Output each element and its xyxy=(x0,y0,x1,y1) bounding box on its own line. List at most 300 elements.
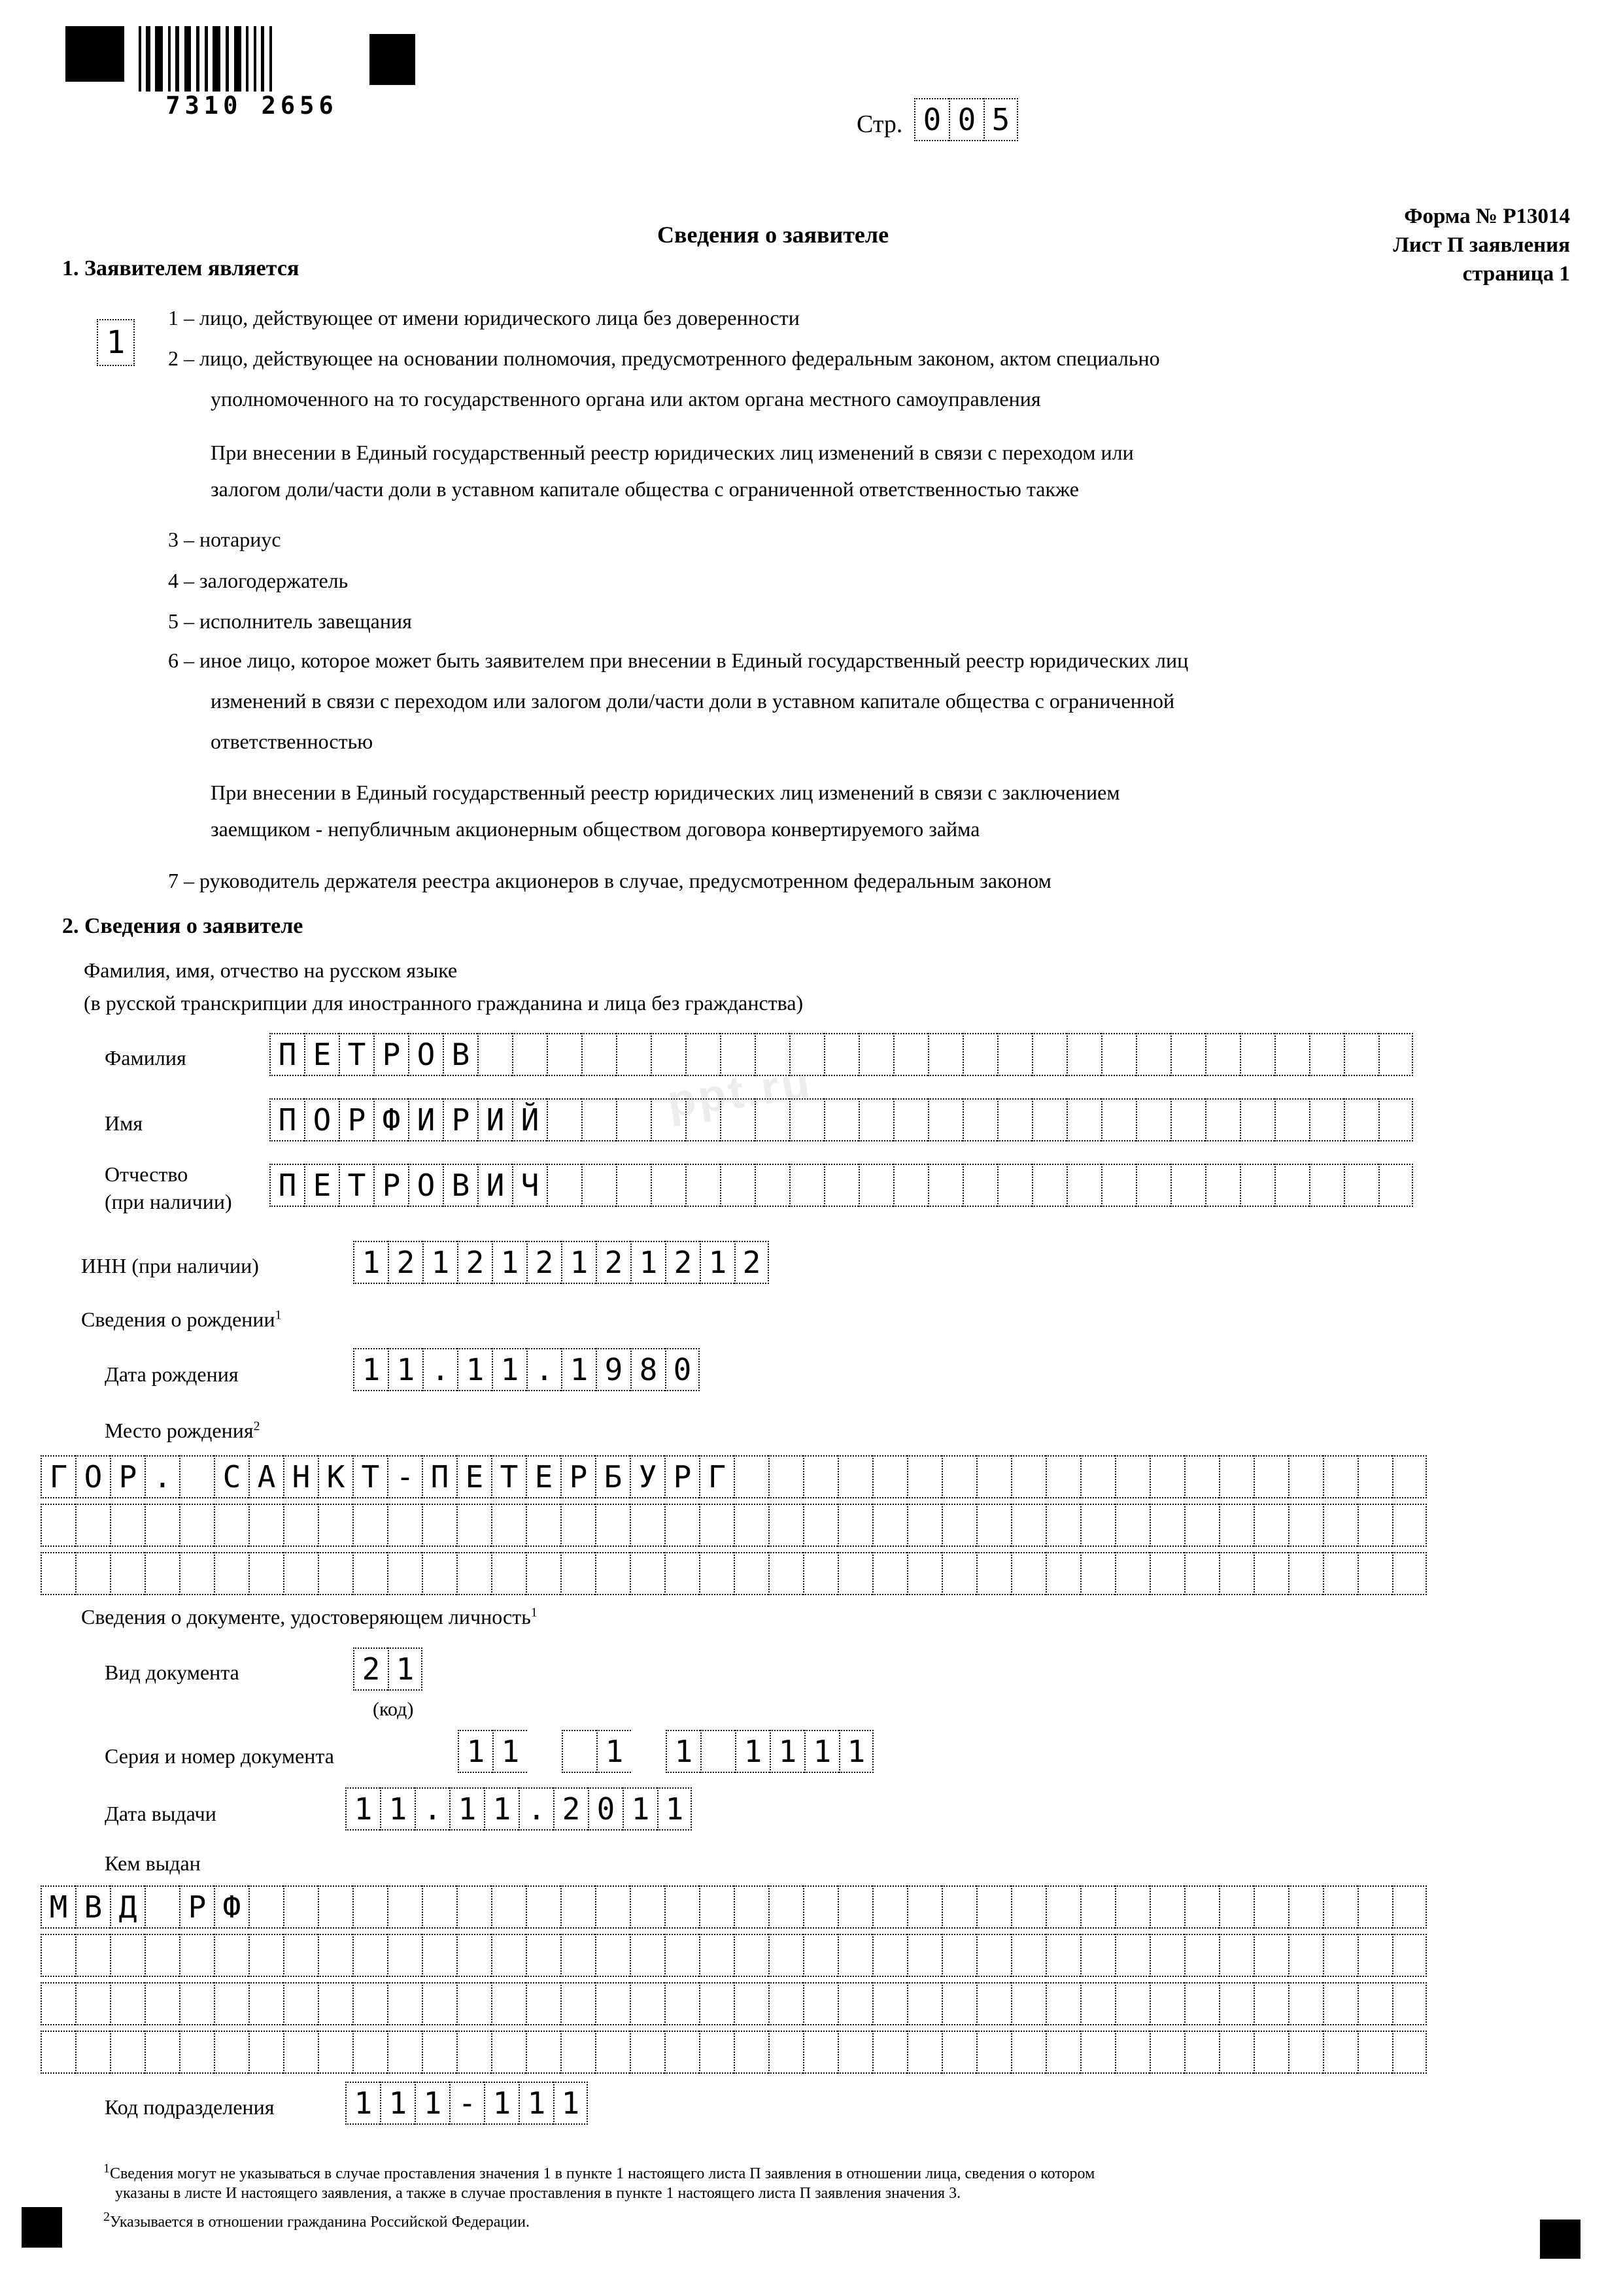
form-cell[interactable] xyxy=(1170,1098,1205,1141)
form-cell[interactable] xyxy=(248,1934,283,1977)
applicant-option-7[interactable]: 7 – руководитель держателя реестра акционеров в случае, предусмотренном федеральным законом xyxy=(168,869,1051,892)
form-cell[interactable] xyxy=(1254,1934,1288,1977)
form-cell[interactable] xyxy=(491,1552,526,1595)
form-cell[interactable] xyxy=(907,1934,942,1977)
form-cell[interactable] xyxy=(526,1934,560,1977)
form-cell[interactable] xyxy=(248,1504,283,1547)
form-cell[interactable]: 1 xyxy=(492,1348,526,1391)
form-cell[interactable] xyxy=(872,1552,907,1595)
form-cell[interactable] xyxy=(491,1934,526,1977)
form-cell[interactable] xyxy=(1254,1552,1288,1595)
form-cell[interactable] xyxy=(41,1982,75,2025)
form-cell[interactable] xyxy=(789,1164,824,1207)
form-cell[interactable] xyxy=(547,1164,581,1207)
form-cell[interactable] xyxy=(352,2031,387,2074)
form-cell[interactable] xyxy=(179,1934,214,1977)
form-cell[interactable] xyxy=(1184,1504,1219,1547)
form-cell[interactable] xyxy=(1046,1885,1080,1929)
form-cell[interactable]: 1 xyxy=(700,1241,734,1284)
form-cell[interactable] xyxy=(1274,1033,1309,1076)
form-cell[interactable] xyxy=(664,1982,699,2025)
form-cell[interactable] xyxy=(1150,1455,1184,1498)
form-cell[interactable]: 1 xyxy=(345,2082,380,2125)
form-cell[interactable] xyxy=(110,1982,145,2025)
form-cell[interactable] xyxy=(456,1982,491,2025)
form-cell[interactable] xyxy=(595,1982,630,2025)
form-cell[interactable] xyxy=(1170,1033,1205,1076)
form-cell[interactable] xyxy=(1240,1164,1274,1207)
form-cell[interactable]: А xyxy=(248,1455,283,1498)
form-cell[interactable] xyxy=(755,1033,789,1076)
form-cell[interactable] xyxy=(283,2031,318,2074)
form-cell[interactable]: П xyxy=(422,1455,456,1498)
form-cell[interactable]: 1 xyxy=(519,2082,553,2125)
form-cell[interactable] xyxy=(41,1552,75,1595)
form-cell[interactable] xyxy=(1274,1098,1309,1141)
form-cell[interactable]: Т xyxy=(339,1033,373,1076)
form-cell[interactable] xyxy=(1080,1504,1115,1547)
form-cell[interactable]: 1 xyxy=(457,1348,492,1391)
form-cell[interactable] xyxy=(526,2031,560,2074)
form-cell[interactable] xyxy=(1184,1552,1219,1595)
form-cell[interactable] xyxy=(1011,1982,1046,2025)
firstname-input[interactable] xyxy=(269,1098,1413,1141)
form-cell[interactable] xyxy=(1080,1934,1115,1977)
form-cell[interactable] xyxy=(976,1982,1011,2025)
applicant-option-6-line-1[interactable]: 6 – иное лицо, которое может быть заявителем при внесении в Единый государственный реестр юридических лиц xyxy=(168,649,1189,672)
form-cell[interactable] xyxy=(872,1982,907,2025)
form-cell[interactable] xyxy=(1067,1098,1101,1141)
form-cell[interactable] xyxy=(1115,1504,1150,1547)
form-cell[interactable] xyxy=(734,1885,768,1929)
form-cell[interactable] xyxy=(1150,1552,1184,1595)
form-cell[interactable] xyxy=(560,1934,595,1977)
form-cell[interactable] xyxy=(838,1552,872,1595)
page-number-cells[interactable] xyxy=(914,98,1018,141)
form-cell[interactable] xyxy=(456,1552,491,1595)
form-cell[interactable] xyxy=(976,1455,1011,1498)
form-cell[interactable] xyxy=(1254,1455,1288,1498)
form-cell[interactable] xyxy=(387,1504,422,1547)
form-cell[interactable]: Р xyxy=(664,1455,699,1498)
form-cell[interactable] xyxy=(214,1982,248,2025)
form-cell[interactable] xyxy=(768,1982,803,2025)
form-cell[interactable] xyxy=(283,1982,318,2025)
form-cell[interactable] xyxy=(1219,1552,1254,1595)
form-cell[interactable] xyxy=(838,1934,872,1977)
form-cell[interactable] xyxy=(547,1098,581,1141)
form-cell[interactable] xyxy=(824,1164,859,1207)
form-cell[interactable] xyxy=(1101,1033,1136,1076)
form-cell[interactable] xyxy=(1011,1934,1046,1977)
form-cell[interactable] xyxy=(560,1504,595,1547)
form-cell[interactable] xyxy=(1011,2031,1046,2074)
form-cell[interactable] xyxy=(318,1885,352,1929)
form-cell[interactable] xyxy=(803,1885,838,1929)
form-cell[interactable] xyxy=(477,1033,512,1076)
issued-by-input-line-4[interactable] xyxy=(41,2031,1427,2074)
form-cell[interactable] xyxy=(1046,2031,1080,2074)
form-cell[interactable] xyxy=(942,1934,976,1977)
form-cell[interactable] xyxy=(456,1885,491,1929)
form-cell[interactable] xyxy=(1115,1885,1150,1929)
form-cell[interactable] xyxy=(41,1504,75,1547)
form-cell[interactable] xyxy=(1274,1164,1309,1207)
form-cell[interactable] xyxy=(768,1455,803,1498)
form-cell[interactable] xyxy=(942,1885,976,1929)
form-cell[interactable] xyxy=(616,1164,651,1207)
form-cell[interactable]: 0 xyxy=(588,1787,623,1831)
form-cell[interactable] xyxy=(581,1033,616,1076)
form-cell[interactable] xyxy=(318,1504,352,1547)
form-cell[interactable] xyxy=(1254,1982,1288,2025)
form-cell[interactable] xyxy=(1358,2031,1392,2074)
form-cell[interactable] xyxy=(942,1504,976,1547)
form-cell[interactable] xyxy=(491,1982,526,2025)
form-cell[interactable] xyxy=(1392,1504,1427,1547)
form-cell[interactable]: 5 xyxy=(983,98,1018,141)
form-cell[interactable]: 1 xyxy=(561,1241,596,1284)
form-cell[interactable]: В xyxy=(443,1164,477,1207)
form-cell[interactable]: 1 xyxy=(458,1730,492,1773)
form-cell[interactable] xyxy=(1080,1455,1115,1498)
form-cell[interactable] xyxy=(1288,1982,1323,2025)
form-cell[interactable] xyxy=(907,2031,942,2074)
form-cell[interactable] xyxy=(1136,1164,1170,1207)
form-cell[interactable]: Р xyxy=(373,1164,408,1207)
form-cell[interactable] xyxy=(768,1934,803,1977)
form-cell[interactable] xyxy=(1205,1033,1240,1076)
form-cell[interactable] xyxy=(997,1033,1032,1076)
form-cell[interactable] xyxy=(1392,2031,1427,2074)
form-cell[interactable] xyxy=(1115,1934,1150,1977)
form-cell[interactable] xyxy=(768,1885,803,1929)
form-cell[interactable] xyxy=(1344,1098,1378,1141)
doc-series-number-input[interactable] xyxy=(458,1730,874,1773)
form-cell[interactable] xyxy=(1115,1982,1150,2025)
doc-type-input[interactable] xyxy=(353,1647,422,1691)
form-cell[interactable] xyxy=(1150,1885,1184,1929)
form-cell[interactable] xyxy=(1046,1982,1080,2025)
form-cell[interactable] xyxy=(1032,1164,1067,1207)
form-cell[interactable] xyxy=(859,1098,893,1141)
form-cell[interactable] xyxy=(893,1164,928,1207)
form-cell[interactable] xyxy=(907,1504,942,1547)
form-cell[interactable]: . xyxy=(422,1348,457,1391)
form-cell[interactable] xyxy=(595,2031,630,2074)
form-cell[interactable] xyxy=(1067,1033,1101,1076)
form-cell[interactable]: 0 xyxy=(914,98,949,141)
form-cell[interactable] xyxy=(1392,1455,1427,1498)
form-cell[interactable] xyxy=(214,1552,248,1595)
form-cell[interactable] xyxy=(179,1982,214,2025)
form-cell[interactable] xyxy=(1288,1504,1323,1547)
form-cell[interactable] xyxy=(526,1504,560,1547)
form-cell[interactable]: 1 xyxy=(492,1241,526,1284)
form-cell[interactable] xyxy=(803,2031,838,2074)
form-cell[interactable] xyxy=(789,1098,824,1141)
form-cell[interactable] xyxy=(976,1885,1011,1929)
patronymic-input[interactable] xyxy=(269,1164,1413,1207)
form-cell[interactable]: . xyxy=(145,1455,179,1498)
form-cell[interactable] xyxy=(1115,1552,1150,1595)
form-cell[interactable]: К xyxy=(318,1455,352,1498)
form-cell[interactable]: О xyxy=(408,1033,443,1076)
form-cell[interactable] xyxy=(651,1033,685,1076)
form-cell[interactable] xyxy=(651,1098,685,1141)
form-cell[interactable] xyxy=(179,2031,214,2074)
form-cell[interactable]: 1 xyxy=(353,1348,388,1391)
form-cell[interactable] xyxy=(387,1934,422,1977)
form-cell[interactable] xyxy=(1115,2031,1150,2074)
form-cell[interactable] xyxy=(1378,1033,1413,1076)
form-cell[interactable]: 1 xyxy=(415,2082,449,2125)
form-cell[interactable] xyxy=(1254,2031,1288,2074)
form-cell[interactable] xyxy=(387,1552,422,1595)
form-cell[interactable] xyxy=(456,2031,491,2074)
form-cell[interactable] xyxy=(1288,2031,1323,2074)
form-cell[interactable] xyxy=(248,1552,283,1595)
form-cell[interactable]: П xyxy=(269,1164,304,1207)
form-cell[interactable]: 1 xyxy=(422,1241,457,1284)
form-cell[interactable] xyxy=(1205,1098,1240,1141)
form-cell[interactable] xyxy=(1219,1885,1254,1929)
form-cell[interactable] xyxy=(179,1552,214,1595)
form-cell[interactable] xyxy=(1358,1504,1392,1547)
form-cell[interactable] xyxy=(1101,1098,1136,1141)
form-cell[interactable] xyxy=(1309,1033,1344,1076)
form-cell[interactable] xyxy=(907,1552,942,1595)
form-cell[interactable] xyxy=(942,1455,976,1498)
form-cell[interactable] xyxy=(1309,1164,1344,1207)
form-cell[interactable] xyxy=(1323,1455,1358,1498)
form-cell[interactable] xyxy=(560,1885,595,1929)
applicant-option-1[interactable]: 1 – лицо, действующее от имени юридического лица без доверенности xyxy=(168,306,800,329)
form-cell[interactable] xyxy=(1150,1934,1184,1977)
form-cell[interactable]: 1 xyxy=(345,1787,380,1831)
form-cell[interactable] xyxy=(1240,1098,1274,1141)
form-cell[interactable] xyxy=(824,1033,859,1076)
form-cell[interactable] xyxy=(734,1982,768,2025)
form-cell[interactable] xyxy=(664,1504,699,1547)
form-cell[interactable] xyxy=(616,1098,651,1141)
form-cell[interactable] xyxy=(907,1885,942,1929)
form-cell[interactable]: 1 xyxy=(666,1730,700,1773)
form-cell[interactable] xyxy=(214,2031,248,2074)
form-cell[interactable] xyxy=(75,1982,110,2025)
form-cell[interactable] xyxy=(942,1552,976,1595)
form-cell[interactable] xyxy=(145,1552,179,1595)
form-cell[interactable] xyxy=(387,2031,422,2074)
form-cell[interactable]: Б xyxy=(595,1455,630,1498)
form-cell[interactable] xyxy=(1254,1504,1288,1547)
form-cell[interactable] xyxy=(838,1504,872,1547)
form-cell[interactable]: 2 xyxy=(388,1241,422,1284)
form-cell[interactable] xyxy=(1358,1885,1392,1929)
division-code-input[interactable] xyxy=(345,2082,588,2125)
form-cell[interactable] xyxy=(318,1982,352,2025)
form-cell[interactable] xyxy=(1011,1885,1046,1929)
birth-place-input-line-3[interactable] xyxy=(41,1552,1427,1595)
form-cell[interactable] xyxy=(491,1504,526,1547)
form-cell[interactable] xyxy=(720,1164,755,1207)
form-cell[interactable] xyxy=(907,1455,942,1498)
form-cell[interactable] xyxy=(630,2031,664,2074)
form-cell[interactable]: С xyxy=(214,1455,248,1498)
form-cell[interactable] xyxy=(422,1504,456,1547)
form-cell[interactable] xyxy=(685,1164,720,1207)
form-cell[interactable] xyxy=(651,1164,685,1207)
form-cell[interactable] xyxy=(1046,1552,1080,1595)
form-cell[interactable] xyxy=(1323,1552,1358,1595)
form-cell[interactable] xyxy=(1080,2031,1115,2074)
form-cell[interactable]: 1 xyxy=(630,1241,665,1284)
form-cell[interactable] xyxy=(1392,1934,1427,1977)
form-cell[interactable]: 2 xyxy=(526,1241,561,1284)
form-cell[interactable] xyxy=(1032,1033,1067,1076)
form-cell[interactable] xyxy=(616,1033,651,1076)
form-cell[interactable] xyxy=(699,1885,734,1929)
form-cell[interactable]: 1 xyxy=(449,1787,484,1831)
form-cell[interactable] xyxy=(963,1164,997,1207)
form-cell[interactable] xyxy=(352,1504,387,1547)
form-cell[interactable] xyxy=(963,1033,997,1076)
form-cell[interactable] xyxy=(387,1885,422,1929)
form-cell[interactable] xyxy=(824,1098,859,1141)
form-cell[interactable] xyxy=(1358,1982,1392,2025)
applicant-option-4[interactable]: 4 – залогодержатель xyxy=(168,569,349,592)
form-cell[interactable] xyxy=(1323,1934,1358,1977)
form-cell[interactable] xyxy=(1219,2031,1254,2074)
form-cell[interactable] xyxy=(720,1098,755,1141)
form-cell[interactable] xyxy=(1344,1164,1378,1207)
form-cell[interactable] xyxy=(1046,1504,1080,1547)
form-cell[interactable] xyxy=(699,1934,734,1977)
form-cell[interactable] xyxy=(976,1504,1011,1547)
form-cell[interactable] xyxy=(720,1033,755,1076)
form-cell[interactable] xyxy=(491,2031,526,2074)
form-cell[interactable]: Е xyxy=(526,1455,560,1498)
form-cell[interactable]: 1 xyxy=(380,2082,415,2125)
form-cell[interactable] xyxy=(145,1934,179,1977)
form-cell[interactable] xyxy=(1323,2031,1358,2074)
form-cell[interactable] xyxy=(352,1552,387,1595)
form-cell[interactable]: 1 xyxy=(388,1647,422,1691)
form-cell[interactable] xyxy=(248,1885,283,1929)
form-cell[interactable] xyxy=(1378,1164,1413,1207)
form-cell[interactable] xyxy=(872,2031,907,2074)
form-cell[interactable] xyxy=(907,1982,942,2025)
form-cell[interactable]: Н xyxy=(283,1455,318,1498)
form-cell[interactable] xyxy=(1240,1033,1274,1076)
form-cell[interactable] xyxy=(283,1504,318,1547)
form-cell[interactable] xyxy=(685,1098,720,1141)
form-cell[interactable] xyxy=(352,1934,387,1977)
form-cell[interactable] xyxy=(214,1504,248,1547)
form-cell[interactable]: 2 xyxy=(353,1647,388,1691)
form-cell[interactable] xyxy=(1219,1934,1254,1977)
form-cell[interactable] xyxy=(352,1885,387,1929)
birth-place-input-line-2[interactable] xyxy=(41,1504,1427,1547)
form-cell[interactable] xyxy=(1080,1885,1115,1929)
form-cell[interactable] xyxy=(248,1982,283,2025)
form-cell[interactable] xyxy=(1032,1098,1067,1141)
form-cell[interactable] xyxy=(942,2031,976,2074)
form-cell[interactable]: Е xyxy=(304,1033,339,1076)
form-cell[interactable] xyxy=(1309,1098,1344,1141)
form-cell[interactable] xyxy=(581,1098,616,1141)
form-cell[interactable] xyxy=(976,1934,1011,1977)
form-cell[interactable] xyxy=(318,2031,352,2074)
form-cell[interactable] xyxy=(318,1552,352,1595)
form-cell[interactable] xyxy=(664,2031,699,2074)
form-cell[interactable] xyxy=(75,1504,110,1547)
form-cell[interactable] xyxy=(700,1730,735,1773)
form-cell[interactable] xyxy=(422,2031,456,2074)
form-cell[interactable]: 1 xyxy=(839,1730,874,1773)
form-cell[interactable] xyxy=(526,1885,560,1929)
surname-input[interactable] xyxy=(269,1033,1413,1076)
form-cell[interactable] xyxy=(664,1934,699,1977)
form-cell[interactable] xyxy=(803,1504,838,1547)
form-cell[interactable] xyxy=(1205,1164,1240,1207)
form-cell[interactable] xyxy=(1323,1885,1358,1929)
form-cell[interactable] xyxy=(1358,1455,1392,1498)
form-cell[interactable] xyxy=(1150,1982,1184,2025)
form-cell[interactable] xyxy=(997,1098,1032,1141)
form-cell[interactable] xyxy=(838,1885,872,1929)
form-cell[interactable] xyxy=(145,2031,179,2074)
form-cell[interactable] xyxy=(1288,1552,1323,1595)
form-cell[interactable] xyxy=(41,1934,75,1977)
form-cell[interactable] xyxy=(1323,1982,1358,2025)
form-cell[interactable] xyxy=(145,1982,179,2025)
form-cell[interactable]: 1 xyxy=(735,1730,770,1773)
form-cell[interactable]: И xyxy=(477,1164,512,1207)
form-cell[interactable] xyxy=(422,1885,456,1929)
applicant-option-2[interactable]: 2 – лицо, действующее на основании полномочия, предусмотренного федеральным законом, актом специально xyxy=(168,346,1160,370)
form-cell[interactable] xyxy=(1344,1033,1378,1076)
form-cell[interactable]: 1 xyxy=(623,1787,657,1831)
form-cell[interactable] xyxy=(872,1455,907,1498)
form-cell[interactable] xyxy=(859,1033,893,1076)
form-cell[interactable] xyxy=(872,1504,907,1547)
form-cell[interactable] xyxy=(1288,1885,1323,1929)
form-cell[interactable] xyxy=(145,1885,179,1929)
form-cell[interactable] xyxy=(283,1934,318,1977)
form-cell[interactable] xyxy=(75,1552,110,1595)
form-cell[interactable] xyxy=(581,1164,616,1207)
form-cell[interactable]: 9 xyxy=(596,1348,630,1391)
form-cell[interactable]: - xyxy=(387,1455,422,1498)
form-cell[interactable] xyxy=(664,1885,699,1929)
form-cell[interactable] xyxy=(456,1504,491,1547)
form-cell[interactable]: Р xyxy=(110,1455,145,1498)
form-cell[interactable] xyxy=(110,1934,145,1977)
form-cell[interactable] xyxy=(664,1552,699,1595)
form-cell[interactable]: Р xyxy=(443,1098,477,1141)
form-cell[interactable] xyxy=(1392,1552,1427,1595)
form-cell[interactable] xyxy=(699,1552,734,1595)
form-cell[interactable]: 1 xyxy=(388,1348,422,1391)
form-cell[interactable]: 2 xyxy=(596,1241,630,1284)
form-cell[interactable] xyxy=(872,1934,907,1977)
form-cell[interactable] xyxy=(1219,1455,1254,1498)
form-cell[interactable] xyxy=(595,1504,630,1547)
form-cell[interactable] xyxy=(1080,1552,1115,1595)
form-cell[interactable]: Й xyxy=(512,1098,547,1141)
form-cell[interactable] xyxy=(685,1033,720,1076)
